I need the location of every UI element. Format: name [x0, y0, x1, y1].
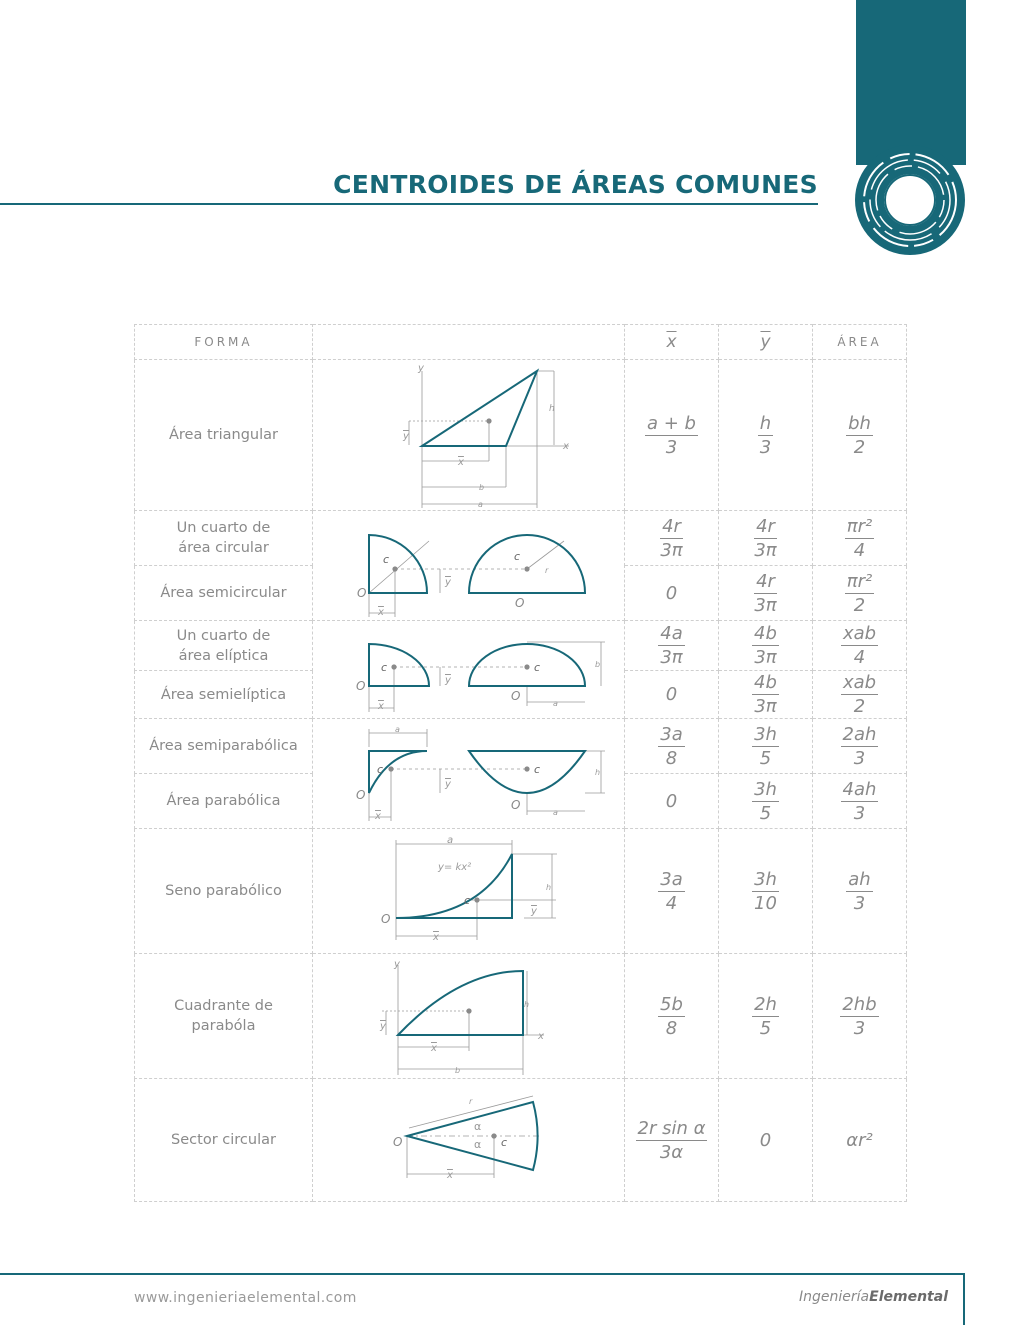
footer-rule: [0, 1273, 965, 1275]
svg-text:c: c: [500, 1136, 507, 1149]
header-ybar: $\overline{y}$: [719, 325, 813, 360]
svg-text:c: c: [533, 762, 540, 776]
svg-text:c: c: [376, 762, 383, 776]
shape-name: Área semicircular: [135, 566, 313, 621]
svg-text:h: h: [523, 1000, 529, 1009]
area-cell: $\frac{2hb}{3}$: [813, 954, 907, 1079]
svg-text:y: y: [393, 959, 400, 970]
area-cell: $\frac{4ah}{3}$: [813, 774, 907, 829]
brand-logo: [852, 142, 968, 258]
table-row: [135, 511, 907, 566]
ybar-cell: $\frac{4r}{3\pi}$: [719, 511, 813, 566]
svg-text:a: a: [552, 807, 558, 817]
xbar-cell: $\frac{\text{2r sin α}}{3\alpha}$: [625, 1079, 719, 1202]
shape-name: Sector circular: [135, 1079, 313, 1202]
shape-name: Área semiparabólica: [135, 719, 313, 774]
svg-text:α: α: [473, 1138, 481, 1151]
shape-name: Un cuarto de área elíptica: [135, 621, 313, 671]
svg-text:x: x: [377, 700, 384, 712]
svg-text:O: O: [510, 797, 520, 812]
table-row: [135, 621, 907, 671]
area-cell: αr²: [813, 1079, 907, 1202]
spandrel-diagram: [319, 830, 619, 952]
ybar-cell: $\frac{2h}{5}$: [719, 954, 813, 1079]
figure-triangle: [313, 360, 625, 511]
svg-text:y: y: [402, 431, 409, 442]
triangle-diagram: [319, 361, 619, 509]
xbar-cell: $\frac{4r}{3\pi}$: [625, 511, 719, 566]
circular-diagram: [319, 513, 619, 619]
parabolic-diagram: [319, 721, 619, 827]
svg-text:α: α: [473, 1120, 481, 1133]
svg-text:O: O: [355, 678, 365, 693]
table-row: [135, 360, 907, 511]
xbar-cell: $\frac{5b}{8}$: [625, 954, 719, 1079]
centroid-table: [134, 324, 907, 1202]
footer-brand: IngenieríaElemental: [799, 1289, 948, 1305]
area-cell: $\frac{\text{πr²}}{4}$: [813, 511, 907, 566]
svg-text:c: c: [463, 894, 470, 907]
svg-text:x: x: [457, 457, 464, 468]
svg-text:O: O: [355, 787, 365, 802]
shape-name: Un cuarto de área circular: [135, 511, 313, 566]
ybar-cell: $\frac{4r}{3\pi}$: [719, 566, 813, 621]
title-rule: [0, 203, 818, 205]
figure-parabola-quadrant: [313, 954, 625, 1079]
svg-text:c: c: [513, 549, 520, 563]
xbar-cell: $\frac{a + b}{3}$: [625, 360, 719, 511]
svg-text:h: h: [548, 404, 555, 414]
svg-text:O: O: [380, 912, 390, 926]
svg-text:a: a: [552, 698, 558, 708]
sector-diagram: [319, 1080, 619, 1200]
table-header-row: [135, 325, 907, 360]
header-xbar: $\overline{x}$: [625, 325, 719, 360]
svg-text:c: c: [533, 660, 540, 674]
table-row: [135, 719, 907, 774]
shape-name: Cuadrante de parabóla: [135, 954, 313, 1079]
svg-text:O: O: [510, 688, 520, 703]
footer-url[interactable]: www.ingenieriaelemental.com: [134, 1290, 357, 1306]
shape-name: Área semielíptica: [135, 671, 313, 719]
area-cell: $\frac{\text{πr²}}{2}$: [813, 566, 907, 621]
svg-text:x: x: [432, 932, 439, 943]
parabola-quadrant-diagram: [319, 955, 619, 1077]
svg-text:a: a: [477, 500, 483, 509]
ybar-cell: $\frac{h}{3}$: [719, 360, 813, 511]
table-row: [135, 1079, 907, 1202]
ybar-cell: 0: [719, 1079, 813, 1202]
ybar-cell: $\frac{3h}{10}$: [719, 829, 813, 954]
svg-text:a: a: [394, 724, 400, 734]
area-cell: $\frac{2ah}{3}$: [813, 719, 907, 774]
svg-text:b: b: [594, 659, 600, 669]
ybar-cell: $\frac{4b}{3\pi}$: [719, 671, 813, 719]
svg-text:r: r: [544, 565, 548, 575]
shape-name: Área triangular: [135, 360, 313, 511]
header-forma: FORMA: [135, 325, 313, 360]
svg-text:y= kx²: y= kx²: [437, 862, 471, 873]
figure-spandrel: [313, 829, 625, 954]
figure-sector: [313, 1079, 625, 1202]
header-tab: [856, 0, 966, 165]
svg-text:x: x: [562, 441, 569, 452]
ybar-cell: $\frac{3h}{5}$: [719, 774, 813, 829]
table-row: [135, 954, 907, 1079]
svg-text:x: x: [374, 810, 381, 822]
shape-name: Seno parabólico: [135, 829, 313, 954]
xbar-cell: 0: [625, 774, 719, 829]
footer-tick: [963, 1273, 965, 1325]
svg-text:y: y: [444, 674, 451, 686]
xbar-cell: $\frac{3a}{4}$: [625, 829, 719, 954]
svg-text:h: h: [594, 767, 600, 777]
ybar-cell: $\frac{3h}{5}$: [719, 719, 813, 774]
header-area: ÁREA: [813, 325, 907, 360]
svg-text:O: O: [514, 595, 524, 610]
page-title: CENTROIDES DE ÁREAS COMUNES: [333, 170, 818, 199]
area-cell: $\frac{\text{xab}}{2}$: [813, 671, 907, 719]
xbar-cell: $\frac{4a}{3\pi}$: [625, 621, 719, 671]
figure-circular: [313, 511, 625, 621]
svg-text:x: x: [430, 1043, 437, 1054]
xbar-cell: $\frac{3a}{8}$: [625, 719, 719, 774]
header-figure: [313, 325, 625, 360]
svg-text:y: y: [417, 363, 424, 374]
table-row: [135, 829, 907, 954]
svg-text:x: x: [377, 606, 384, 618]
svg-text:a: a: [446, 835, 453, 846]
xbar-cell: 0: [625, 566, 719, 621]
svg-text:y: y: [379, 1021, 386, 1032]
area-cell: $\frac{bh}{2}$: [813, 360, 907, 511]
xbar-cell: 0: [625, 671, 719, 719]
figure-elliptic: [313, 621, 625, 719]
area-cell: $\frac{\text{xab}}{4}$: [813, 621, 907, 671]
shape-name: Área parabólica: [135, 774, 313, 829]
elliptic-diagram: [319, 622, 619, 718]
svg-text:h: h: [545, 883, 551, 892]
svg-text:b: b: [454, 1066, 460, 1075]
svg-text:O: O: [392, 1135, 402, 1149]
svg-text:y: y: [444, 576, 451, 588]
svg-text:c: c: [382, 552, 389, 566]
svg-text:y: y: [444, 778, 451, 790]
svg-text:r: r: [468, 1097, 472, 1106]
svg-text:x: x: [537, 1031, 544, 1042]
svg-text:y: y: [530, 906, 537, 917]
area-cell: $\frac{ah}{3}$: [813, 829, 907, 954]
figure-parabolic: [313, 719, 625, 829]
svg-text:O: O: [356, 585, 366, 600]
svg-text:x: x: [446, 1170, 453, 1181]
svg-text:b: b: [478, 483, 484, 492]
svg-text:c: c: [380, 660, 387, 674]
ybar-cell: $\frac{4b}{3\pi}$: [719, 621, 813, 671]
